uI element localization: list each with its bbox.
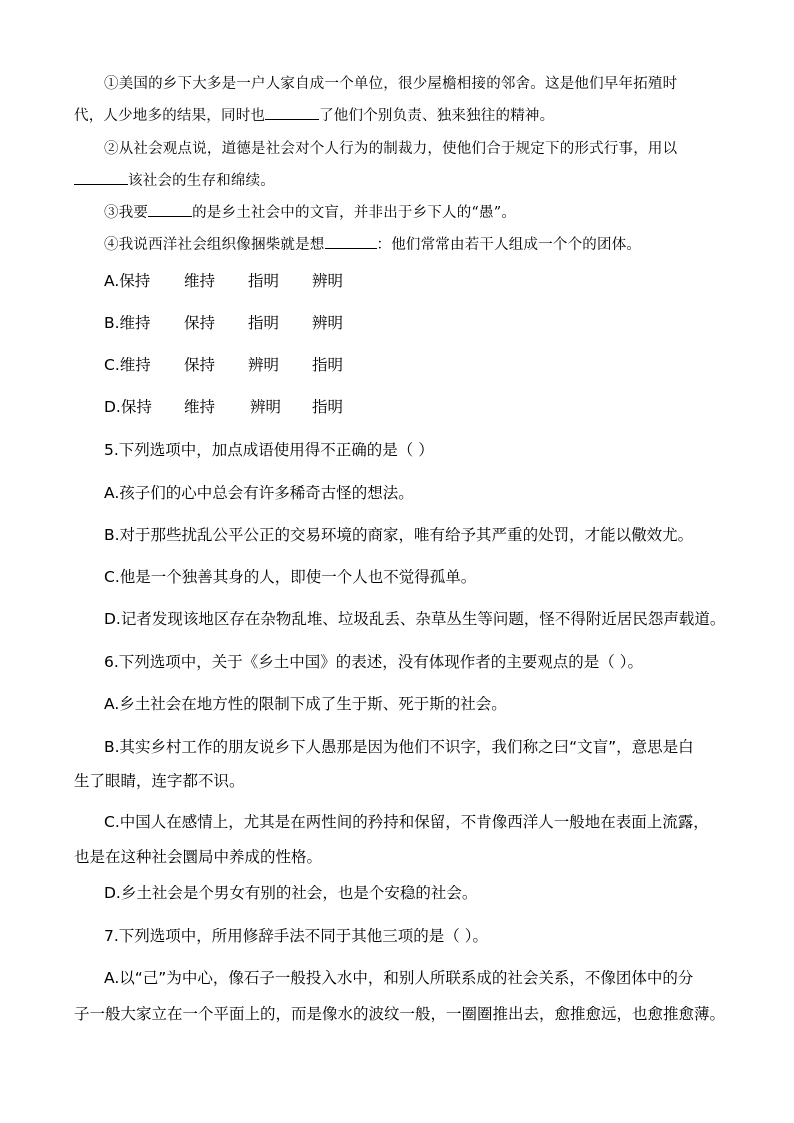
q4-option-b[interactable]: B.维持 保持 指明 辨明 — [104, 314, 344, 332]
q5-option-d[interactable]: D.记者发现该地区存在杂物乱堆、垃圾乱丢、杂草丛生等问题，怪不得附近居民怨声载道。 — [104, 610, 726, 628]
q6-option-b-line-2: 生了眼睛，连字都不识。 — [74, 772, 245, 790]
q6-option-c-line-2: 也是在这种社会圜局中养成的性格。 — [74, 848, 323, 866]
q7-option-a-line-1[interactable]: A.以“己”为中心，像石子一般投入水中，和别人所联系成的社会关系，不像团体中的分 — [104, 969, 694, 987]
q4-option-c[interactable]: C.维持 保持 辨明 指明 — [104, 356, 344, 374]
q5-option-a[interactable]: A.孩子们的心中总会有许多稀奇古怪的想法。 — [104, 484, 414, 502]
q6-option-c-line-1[interactable]: C.中国人在感情上，尤其是在两性间的矜持和保留，不肯像西洋人一般地在表面上流露， — [104, 813, 709, 831]
q5-option-c[interactable]: C.他是一个独善其身的人，即使一个人也不觉得孤单。 — [104, 568, 477, 586]
fill-blank-3 — [148, 202, 192, 217]
q4-sentence-3: ③我要 的是乡土社会中的文盲，并非出于乡下人的“愚”。 — [104, 202, 516, 224]
q5-option-b[interactable]: B.对于那些扰乱公平公正的交易环境的商家，唯有给予其严重的处罚，才能以儆效尤。 — [104, 526, 694, 544]
q6-option-a[interactable]: A.乡土社会在地方性的限制下成了生于斯、死于斯的社会。 — [104, 695, 507, 713]
q6-option-b-line-1[interactable]: B.其实乡村工作的朋友说乡下人愚那是因为他们不识字，我们称之曰“文盲”，意思是白 — [104, 738, 694, 756]
fill-blank-1 — [265, 105, 319, 120]
fill-blank-2 — [74, 170, 128, 185]
fill-blank-4 — [325, 234, 377, 249]
q4-sentence-1-line-2: 代，人少地多的结果，同时也 了他们个别负责、独来独往的精神。 — [74, 105, 554, 127]
q7-stem: 7.下列选项中，所用修辞手法不同于其他三项的是（ ）。 — [104, 927, 488, 945]
q7-option-a-line-2: 子一般大家立在一个平面上的，而是像水的波纹一般，一圈圈推出去，愈推愈远，也愈推愈薄。 — [74, 1005, 726, 1023]
q4-sentence-4: ④我说西洋社会组织像捆柴就是想 ：他们常常由若干人组成一个个的团体。 — [104, 234, 641, 256]
q4-sentence-2-line-1: ②从社会观点说，道德是社会对个人行为的制裁力，使他们合于规定下的形式行事，用以 — [104, 141, 678, 157]
q5-stem: 5.下列选项中，加点成语使用得不正确的是（ ） — [104, 441, 434, 459]
q4-sentence-2-line-2: 该社会的生存和绵续。 — [74, 170, 275, 192]
q4-option-a[interactable]: A.保持 维持 指明 辨明 — [104, 272, 344, 290]
q4-sentence-1-line-1: ①美国的乡下大多是一户人家自成一个单位，很少屋檐相接的邻舍。这是他们早年拓殖时 — [104, 76, 678, 92]
q6-stem: 6.下列选项中，关于《乡土中国》的表述，没有体现作者的主要观点的是（ ）。 — [104, 653, 643, 671]
q6-option-d[interactable]: D.乡土社会是个男女有别的社会，也是个安稳的社会。 — [104, 884, 478, 902]
q4-option-d[interactable]: D.保持 维持 辨明 指明 — [104, 398, 344, 416]
